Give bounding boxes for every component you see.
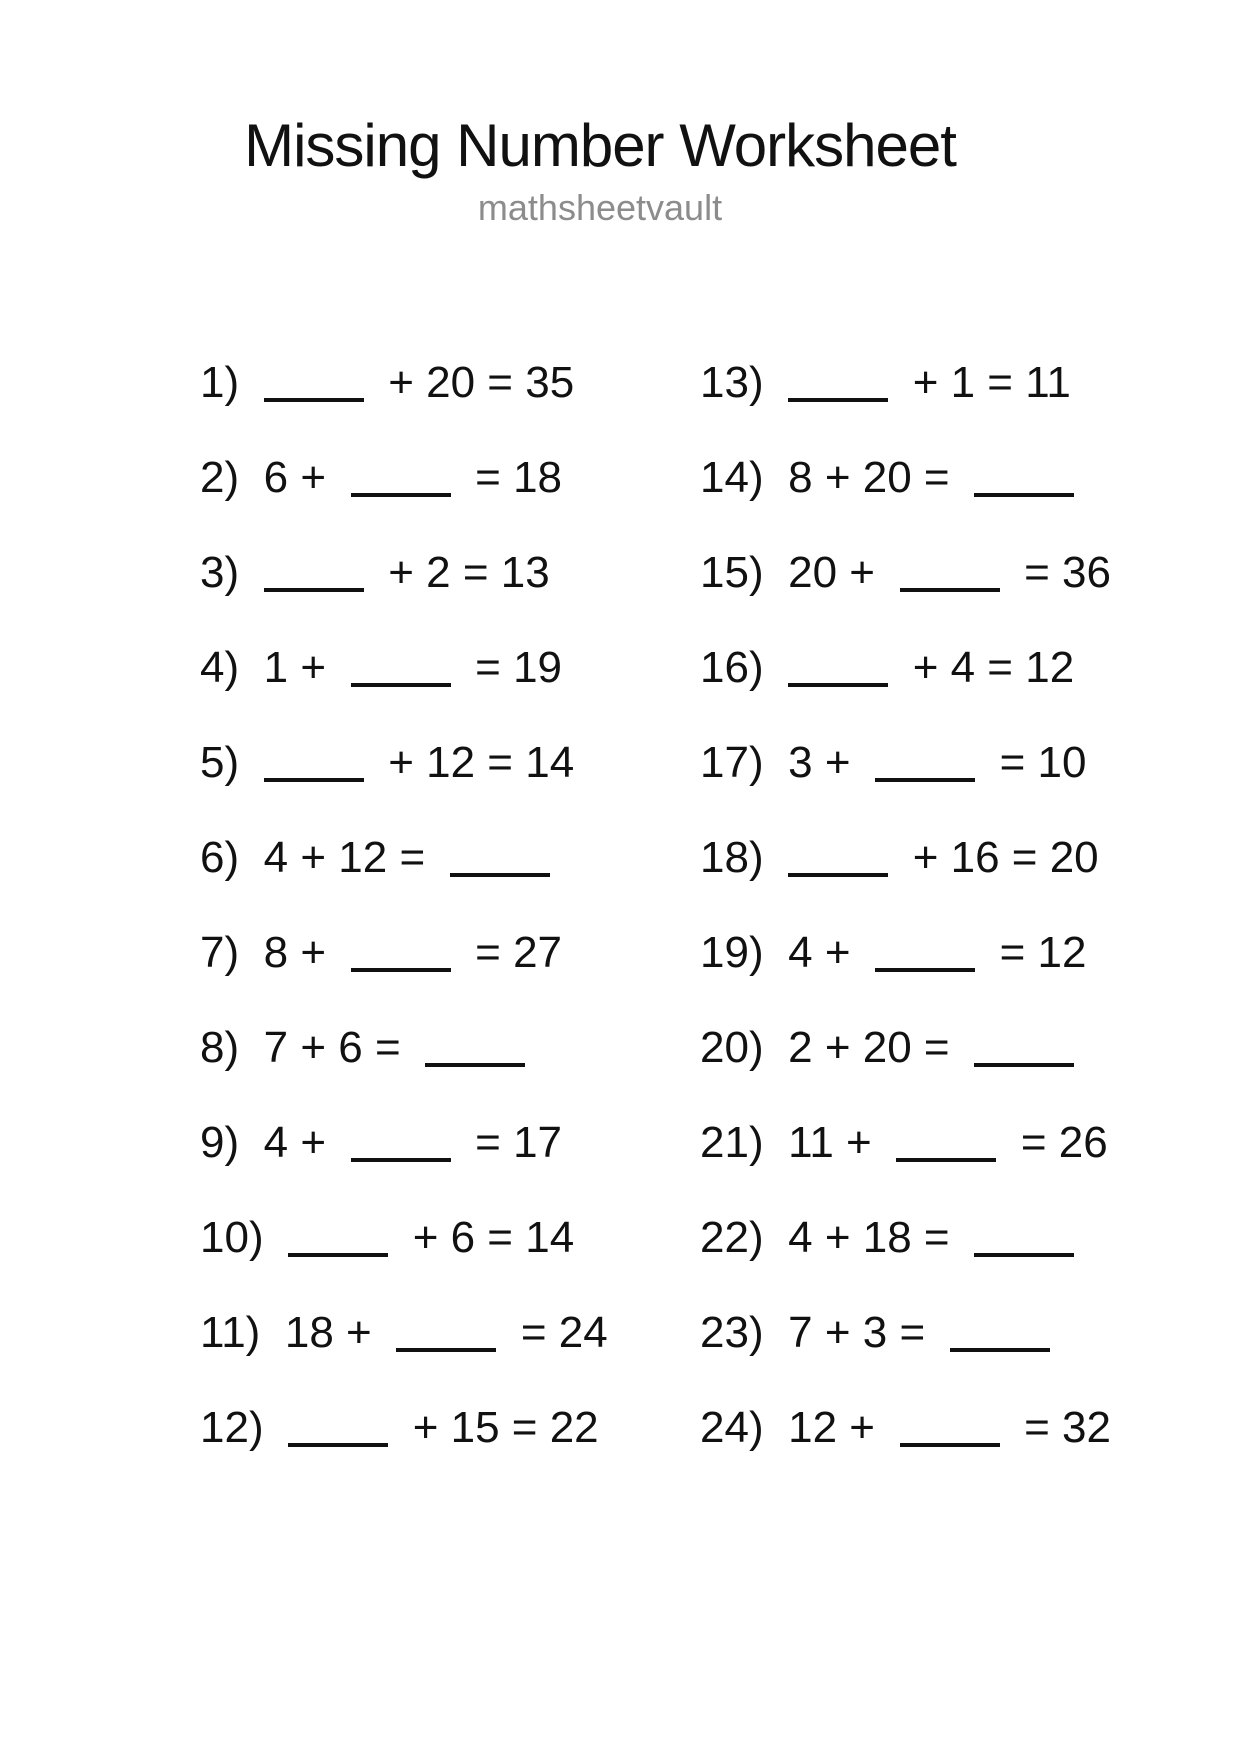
problem-row	[700, 1095, 1200, 1190]
answer-blank	[875, 778, 975, 782]
answer-blank	[788, 873, 888, 877]
problem-number: 15)	[700, 548, 764, 597]
problem-row	[200, 1000, 700, 1095]
problem-row	[700, 620, 1200, 715]
answer-blank	[351, 683, 451, 687]
problem-row	[700, 1190, 1200, 1285]
problem-row	[200, 1380, 700, 1475]
problem-row	[200, 905, 700, 1000]
problem-number: 8)	[200, 1023, 240, 1072]
problem-number: 24)	[700, 1403, 764, 1452]
problem-text-after: = 32	[1024, 1403, 1111, 1452]
problem-text-before: 6 +	[263, 453, 327, 502]
problem-row	[700, 335, 1200, 430]
problem-text-before: 12 +	[788, 1403, 876, 1452]
problem-text-before: 11 +	[788, 1118, 872, 1167]
answer-blank	[950, 1348, 1050, 1352]
problem-number: 22)	[700, 1213, 764, 1262]
problem-text-after: = 26	[1020, 1118, 1108, 1167]
problem-row	[200, 335, 700, 430]
answer-blank	[900, 588, 1000, 592]
problem-row	[700, 1000, 1200, 1095]
problem-number: 19)	[700, 928, 764, 977]
problem-number: 20)	[700, 1023, 764, 1072]
problem-text-after: = 10	[999, 738, 1087, 787]
problem-row	[200, 1190, 700, 1285]
problem-number: 11)	[200, 1308, 261, 1357]
answer-blank	[450, 873, 550, 877]
answer-blank	[288, 1443, 388, 1447]
problem-text-before: 7 + 3 =	[788, 1308, 926, 1357]
problem-text-before: 4 + 18 =	[788, 1213, 950, 1262]
problem-text-after: + 20 = 35	[388, 358, 575, 407]
problem-text-before: 8 +	[263, 928, 327, 977]
problem-text-after: + 16 = 20	[912, 833, 1099, 882]
answer-blank	[896, 1158, 996, 1162]
problem-number: 2)	[200, 453, 240, 502]
problem-number: 4)	[200, 643, 240, 692]
worksheet-title: Missing Number Worksheet	[244, 112, 956, 179]
answer-blank	[875, 968, 975, 972]
problem-text-after: = 36	[1024, 548, 1111, 597]
problem-number: 7)	[200, 928, 240, 977]
problem-number: 6)	[200, 833, 240, 882]
problem-row	[700, 525, 1200, 620]
answer-blank	[264, 588, 364, 592]
problem-row	[200, 1095, 700, 1190]
problem-text-before: 8 + 20 =	[788, 453, 950, 502]
answer-blank	[974, 1063, 1074, 1067]
problem-text-after: + 4 = 12	[912, 643, 1075, 692]
problem-text-after: + 6 = 14	[412, 1213, 575, 1262]
problem-row	[200, 525, 700, 620]
problem-text-before: 4 + 12 =	[263, 833, 426, 882]
problem-row	[700, 905, 1200, 1000]
problem-text-before: 20 +	[788, 548, 876, 597]
problem-row	[200, 620, 700, 715]
answer-blank	[788, 683, 888, 687]
answer-blank	[351, 1158, 451, 1162]
problem-text-after: = 18	[475, 453, 563, 502]
problem-row	[200, 810, 700, 905]
problem-number: 9)	[200, 1118, 240, 1167]
problem-text-after: + 15 = 22	[412, 1403, 599, 1452]
problem-text-after: + 1 = 11	[912, 358, 1071, 407]
problem-text-after: = 27	[475, 928, 563, 977]
problem-text-before: 1 +	[263, 643, 327, 692]
answer-blank	[264, 398, 364, 402]
problem-text-before: 3 +	[788, 738, 851, 787]
answer-blank	[288, 1253, 388, 1257]
problem-text-before: 18 +	[284, 1308, 372, 1357]
problem-number: 16)	[700, 643, 764, 692]
answer-blank	[900, 1443, 1000, 1447]
problem-number: 17)	[700, 738, 764, 787]
problem-number: 14)	[700, 453, 764, 502]
problem-row	[700, 810, 1200, 905]
problem-text-after: + 2 = 13	[388, 548, 550, 597]
problem-text-before: 4 +	[788, 928, 851, 977]
problem-number: 21)	[700, 1118, 764, 1167]
problem-row	[200, 715, 700, 810]
problem-number: 12)	[200, 1403, 264, 1452]
problem-number: 1)	[200, 358, 240, 407]
problem-text-before: 7 + 6 =	[263, 1023, 401, 1072]
worksheet-subtitle: mathsheetvault	[477, 187, 723, 228]
problem-number: 18)	[700, 833, 764, 882]
problem-row	[700, 1285, 1200, 1380]
problem-number: 5)	[200, 738, 240, 787]
answer-blank	[351, 493, 451, 497]
problem-number: 23)	[700, 1308, 764, 1357]
problem-text-after: = 17	[475, 1118, 563, 1167]
problem-text-after: + 12 = 14	[388, 738, 575, 787]
problem-number: 10)	[200, 1213, 264, 1262]
problem-row	[200, 1285, 700, 1380]
problem-text-after: = 19	[475, 643, 563, 692]
answer-blank	[264, 778, 364, 782]
problem-row	[200, 430, 700, 525]
problem-number: 13)	[700, 358, 764, 407]
problem-row	[700, 1380, 1200, 1475]
problems-grid	[200, 335, 1200, 1475]
answer-blank	[351, 968, 451, 972]
answer-blank	[974, 1253, 1074, 1257]
problem-number: 3)	[200, 548, 240, 597]
answer-blank	[396, 1348, 496, 1352]
problem-text-after: = 24	[520, 1308, 608, 1357]
answer-blank	[788, 398, 888, 402]
problem-text-before: 4 +	[263, 1118, 327, 1167]
problem-text-before: 2 + 20 =	[788, 1023, 950, 1072]
answer-blank	[425, 1063, 525, 1067]
problem-text-after: = 12	[999, 928, 1087, 977]
answer-blank	[974, 493, 1074, 497]
problem-row	[700, 715, 1200, 810]
problem-row	[700, 430, 1200, 525]
